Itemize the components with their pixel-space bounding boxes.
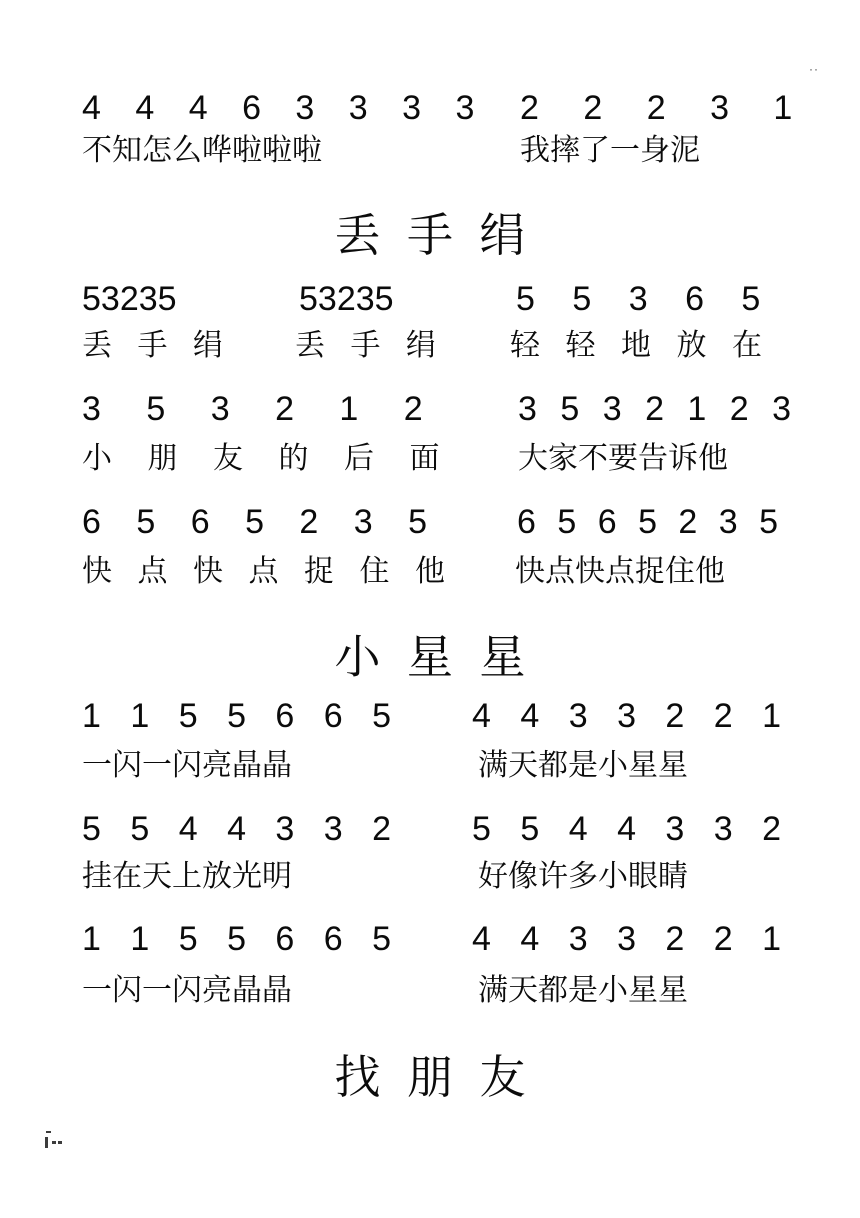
notes-line: 5 5 4 4 3 3 2 — [82, 810, 392, 848]
song-title: 小 星 星 — [334, 632, 526, 683]
lyrics-line: 丢 手 绢 — [82, 329, 223, 362]
notes-line: 53235 — [299, 280, 394, 318]
lyrics-line: 大家不要告诉他 — [518, 442, 728, 475]
notes-line: 1 1 5 5 6 6 5 — [82, 697, 392, 735]
notes-line: 6 5 6 5 2 3 5 — [517, 503, 779, 541]
notes-line: 1 1 5 5 6 6 5 — [82, 920, 392, 958]
song-title: 丢 手 绢 — [334, 210, 526, 261]
lyrics-line: 满天都是小星星 — [478, 749, 688, 782]
lyrics-line: 挂在天上放光明 — [82, 860, 292, 893]
notes-line: 4 4 3 3 2 2 1 — [472, 920, 782, 958]
scan-artifact-top-right: ·· — [809, 62, 819, 76]
lyrics-line: 丢 手 绢 — [295, 329, 436, 362]
lyrics-line: 小 朋 友 的 后 面 — [82, 442, 440, 475]
notes-line: 3 5 3 2 1 2 — [82, 390, 423, 428]
lyrics-line: 好像许多小眼睛 — [478, 860, 688, 893]
notes-line: 5 5 4 4 3 3 2 — [472, 810, 782, 848]
lyrics-line: 一闪一闪亮晶晶 — [82, 974, 292, 1007]
lyrics-line: 一闪一闪亮晶晶 — [82, 749, 292, 782]
scan-artifact — [58, 1141, 62, 1144]
lyrics-line: 快点快点捉住他 — [515, 555, 725, 588]
notes-line: 5 5 3 6 5 — [516, 280, 761, 318]
notes-line: 3 5 3 2 1 2 3 — [518, 390, 792, 428]
lyrics-line: 不知怎么哗啦啦啦 — [82, 134, 322, 167]
song-title: 找 朋 友 — [334, 1052, 526, 1103]
notes-line: 53235 — [82, 280, 177, 318]
lyrics-line: 轻 轻 地 放 在 — [510, 329, 762, 362]
notes-line: 4 4 3 3 2 2 1 — [472, 697, 782, 735]
scan-artifact — [46, 1131, 51, 1133]
notes-line: 4 4 4 6 3 3 3 3 — [82, 89, 475, 127]
scan-artifact — [45, 1137, 48, 1148]
lyrics-line: 我摔了一身泥 — [520, 134, 700, 167]
lyrics-line: 满天都是小星星 — [478, 974, 688, 1007]
lyrics-line: 快 点 快 点 捉 住 他 — [82, 555, 445, 588]
notes-line: 2 2 2 3 1 — [520, 89, 793, 127]
notes-line: 6 5 6 5 2 3 5 — [82, 503, 428, 541]
scan-artifact — [52, 1141, 56, 1144]
